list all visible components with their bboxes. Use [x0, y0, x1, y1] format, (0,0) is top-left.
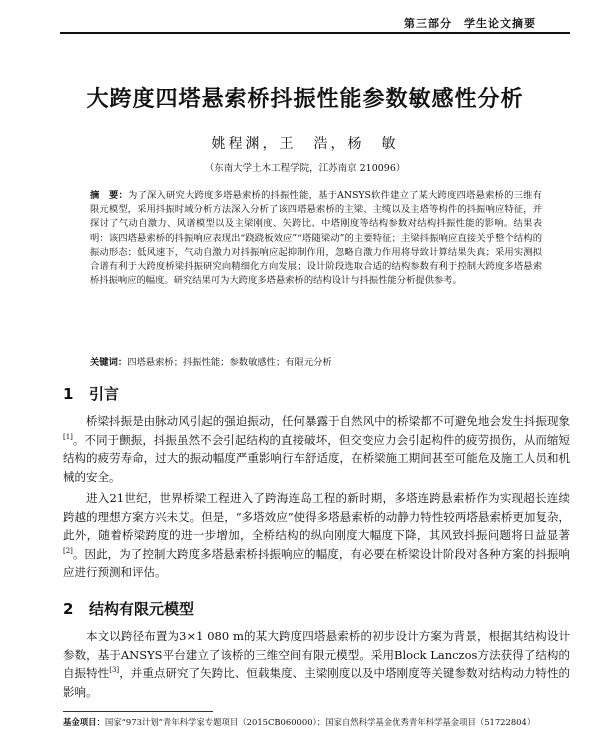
paper-affiliation: （东南大学土木工程学院，江苏南京 210096）	[204, 163, 406, 174]
section-heading-fem-model	[63, 598, 194, 619]
abstract-text: 为了深入研究大跨度多塔悬索桥的抖振性能，基于ANSYS软件建立了某大跨度四塔悬索桥的三维有限元模型，采用抖振时域分析方法深入分析了该四塔悬索桥的主梁、主缆以及主塔等构件的抖振响应特征，并探讨了气动自激力、风谱模型以及主梁刚度、矢跨比、中塔刚度等结构参数对结构抖振性能的影响。结果表明：该四塔悬索桥的抖振响应表现出“跷跷板效应”“塔随梁动”的主要特征；主梁抖振响应直接关乎整个结构的振动形态；低风速下，气动自激力对抖振响应起抑制作用，忽略自激力作用将导致计算结果失真；采用实测拟合谱有利于大跨度桥梁抖振研究向精细化方向发展；设计阶段选取合适的结构参数有利于控制大跨度多塔悬索桥抖振响应的幅度。研究结果可为大跨度多塔悬索桥的结构设计与抖振性能分析提供参考。	[90, 190, 542, 287]
abstract-label: 摘 要：	[90, 190, 129, 201]
paper-authors: 姚程渊，王 浩，杨 敏	[211, 136, 399, 152]
paragraph: 本文以跨径布置为3×1 080 m的某大跨度四塔悬索桥的初步设计方案为背景，根据其结构设计参数，基于ANSYS平台建立了该桥的三维空间有限元模型。采用Block Lanczos方法获得了结构的自振特性[3]，并重点研究了矢跨比、恒载集度、主梁刚度以及中塔刚度等关键参数对结构动力特性的影响。	[63, 629, 571, 699]
funding-footnote	[63, 716, 570, 728]
running-header-text: 第三部分 学生论文摘要	[404, 17, 536, 30]
running-header	[60, 14, 570, 34]
keywords	[90, 356, 542, 370]
footnote-divider	[63, 711, 213, 712]
keywords-label: 关键词：	[90, 357, 128, 368]
citation: [2]	[63, 546, 73, 555]
section-heading-introduction	[63, 383, 119, 404]
footnote-label: 基金项目：	[63, 717, 105, 727]
footnote-text: 国家“973计划”青年科学家专题项目（2015CB060000）；国家自然科学基金优秀青年科学基金项目（51722804）	[104, 717, 536, 727]
citation: [1]	[63, 432, 73, 441]
section-title: 结构有限元模型	[89, 600, 195, 618]
paragraph: 桥梁抖振是由脉动风引起的强迫振动，任何暴露于自然风中的桥梁都不可避免地会发生抖振现象[1]。不同于颤振，抖振虽然不会引起结构的直接破坏，但交变应力会引起构件的疲劳损伤，从而缩短结构的疲劳寿命，过大的振动幅度严重影响行车舒适度，在桥梁施工期间甚至可能危及施工人员和机械的安全。	[63, 414, 570, 484]
paragraph: 进入21世纪，世界桥梁工程进入了跨海连岛工程的新时期，多塔连跨悬索桥作为实现超长连续跨越的理想方案方兴未艾。但是，“多塔效应”使得多塔悬索桥的动静力特性较两塔悬索桥更加复杂，此外，随着桥梁跨度的进一步增加，全桥结构的纵向刚度大幅度下降，其风致抖振问题将日益显著[2]。因此，为了控制大跨度多塔悬索桥抖振响应的幅度，有必要在桥梁设计阶段对各种方案的抖振响应进行预测和评估。	[63, 491, 570, 579]
keywords-text: 四塔悬索桥；抖振性能；参数敏感性；有限元分析	[127, 357, 332, 368]
abstract	[90, 189, 542, 288]
citation: [3]	[109, 666, 120, 675]
paper-title: 大跨度四塔悬索桥抖振性能参数敏感性分析	[86, 87, 524, 112]
section-number: 2	[63, 600, 74, 618]
section-number: 1	[63, 385, 74, 403]
section-title: 引言	[89, 385, 120, 403]
